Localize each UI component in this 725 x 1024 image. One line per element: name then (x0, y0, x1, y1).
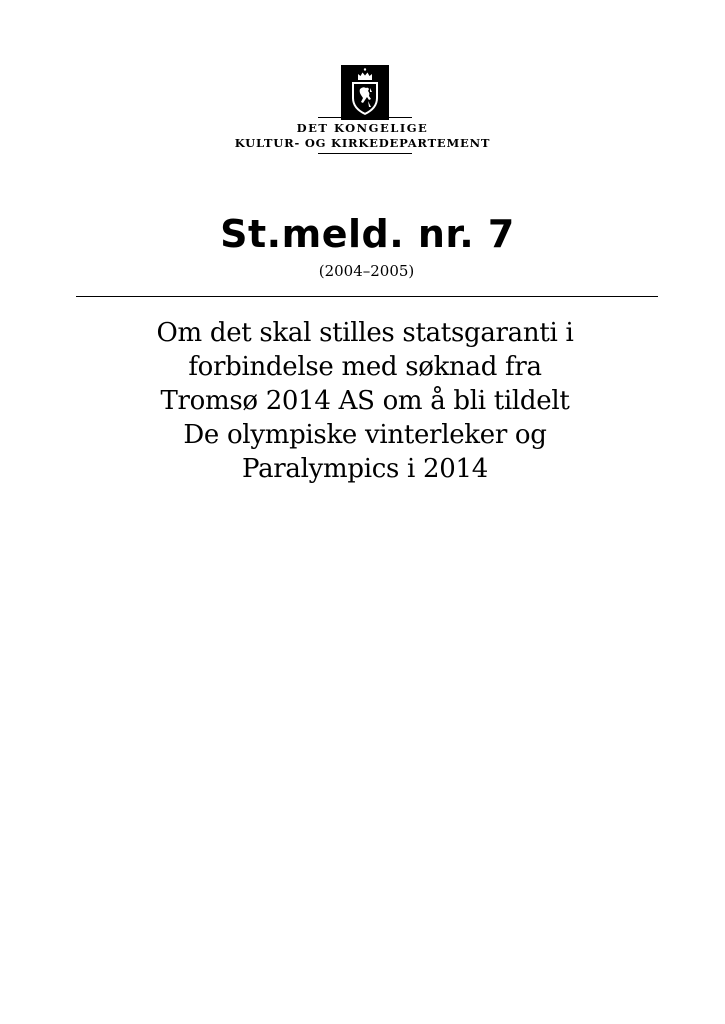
department-name-line-2: KULTUR- OG KIRKEDEPARTEMENT (234, 136, 491, 150)
subject-line: Tromsø 2014 AS om å bli tildelt (160, 386, 570, 416)
document-subject (100, 316, 630, 486)
emblem-rule-bottom (318, 153, 412, 154)
title-divider (76, 296, 658, 297)
subject-line: Paralympics i 2014 (242, 454, 488, 484)
subject-line: forbindelse med søknad fra (188, 352, 542, 382)
department-name-line-1: DET KONGELIGE (296, 121, 429, 135)
document-title: St.meld. nr. 7 (220, 212, 515, 256)
subject-line: Om det skal stilles statsgaranti i (156, 318, 574, 348)
emblem-rule-top (318, 117, 412, 118)
subject-line: De olympiske vinterleker og (183, 420, 547, 450)
document-session-years: (2004–2005) (318, 262, 415, 280)
coat-of-arms-icon (341, 65, 389, 120)
